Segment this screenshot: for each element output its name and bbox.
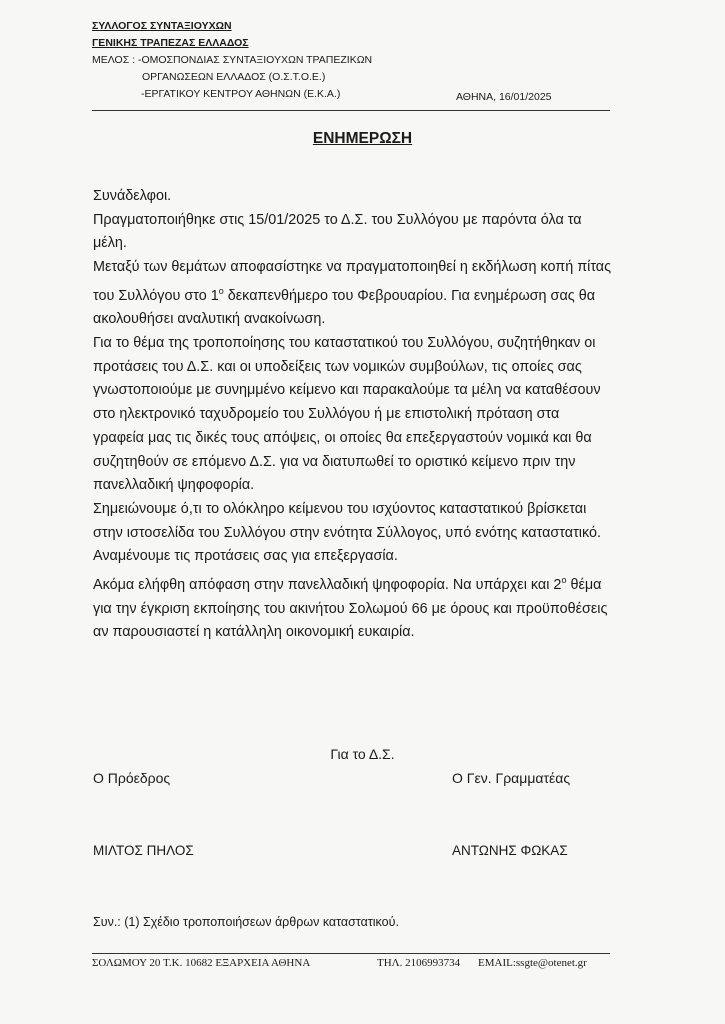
secretary-name: ΑΝΤΩΝΗΣ ΦΩΚΑΣ: [452, 843, 568, 858]
president-name: ΜΙΛΤΟΣ ΠΗΛΟΣ: [93, 843, 194, 858]
letter-date: ΑΘΗΝΑ, 16/01/2025: [456, 91, 552, 103]
paragraph-vote: Ακόμα ελήφθη απόφαση στην πανελλαδική ψηφοφορία. Να υπάρχει και $2^o$ θέμα για την έγκριση εκποίησης του ακινήτου Σολωμού 66 με όρους και προϋποθέσεις αν παρουσιαστεί η κατάλληλη οικονομική ευκαιρία.: [93, 575, 608, 641]
paragraph-meeting: Πραγματοποιήθηκε στις 15/01/2025 το Δ.Σ. του Συλλόγου με παρόντα όλα τα μέλη.: [93, 211, 582, 252]
footer-divider: [92, 953, 610, 954]
signature-for-board: Για το Δ.Σ.: [330, 746, 395, 762]
letter-body: [93, 185, 613, 645]
paragraph-statute: Για το θέμα της τροποποίησης του καταστατικού του Συλλόγου, συζητήθηκαν οι προτάσεις του Δ.Σ. και οι υποδείξεις των νομικών συμβούλων, τις οποίες σας γνωστοποιούμε με συνημμένο κείμενο και παρακαλούμε τα μέλη να καταθέσουν στο ηλεκτρονικό ταχυδρομείο του Συλλόγου ή με επιστολική πρόταση στα γραφεία μας τις δικές τους απόψεις, οι οποίες θα επεξεργαστούν νομικά και θα συζητηθούν σε επόμενο Δ.Σ. για να διατυπωθεί το οριστικό κείμενο πριν την πανελλαδική ψηφοφορία.: [93, 335, 601, 494]
org-name-line2: ΓΕΝΙΚΗΣ ΤΡΑΠΕΖΑΣ ΕΛΛΑΔΟΣ: [92, 37, 249, 49]
membership-line2: ΟΡΓΑΝΩΣΕΩΝ ΕΛΛΑΔΟΣ (Ο.Σ.Τ.Ο.Ε.): [142, 71, 326, 83]
footer-email: EMAIL:ssgte@otenet.gr: [478, 957, 587, 969]
secretary-title: Ο Γεν. Γραμματέας: [452, 770, 571, 786]
header-divider: [92, 110, 610, 111]
attachment-note: Συν.: (1) Σχέδιο τροποποιήσεων άρθρων καταστατικού.: [93, 915, 399, 929]
paragraph-event: Μεταξύ των θεμάτων αποφασίστηκε να πραγματοποιηθεί η εκδήλωση κοπή πίτας του Συλλόγου στο $1^o$ δεκαπενθήμερο του Φεβρουαρίου. Για ενημέρωση σας θα ακολουθήσει αναλυτική ανακοίνωση.: [93, 259, 612, 328]
footer-phone: ΤΗΛ. 2106993734: [377, 957, 461, 969]
footer-address: ΣΟΛΩΜΟΥ 20 Τ.Κ. 10682 ΕΞΑΡΧΕΙΑ ΑΘΗΝΑ: [92, 957, 311, 969]
membership-line1: ΜΕΛΟΣ : -ΟΜΟΣΠΟΝΔΙΑΣ ΣΥΝΤΑΞΙΟΥΧΩΝ ΤΡΑΠΕΖΙΚΩΝ: [92, 54, 373, 66]
paragraph-proposals: Αναμένουμε τις προτάσεις σας για επεξεργασία.: [93, 548, 398, 565]
greeting: Συνάδελφοι.: [93, 188, 172, 204]
org-name-line1: ΣΥΛΛΟΓΟΣ ΣΥΝΤΑΞΙΟΥΧΩΝ: [92, 20, 232, 32]
president-title: Ο Πρόεδρος: [93, 770, 171, 786]
document-title: ΕΝΗΜΕΡΩΣΗ: [312, 130, 413, 147]
paragraph-website: Σημειώνουμε ό,τι το ολόκληρο κείμενου του ισχύοντος καταστατικού βρίσκεται στην ιστοσελίδα του Συλλόγου στην ενότητα Σύλλογος, υπό ενότης καταστατικό.: [93, 500, 601, 541]
letterhead: [92, 18, 372, 103]
membership-line3: -ΕΡΓΑΤΙΚΟΥ ΚΕΝΤΡΟΥ ΑΘΗΝΩΝ (Ε.Κ.Α.): [141, 88, 341, 100]
